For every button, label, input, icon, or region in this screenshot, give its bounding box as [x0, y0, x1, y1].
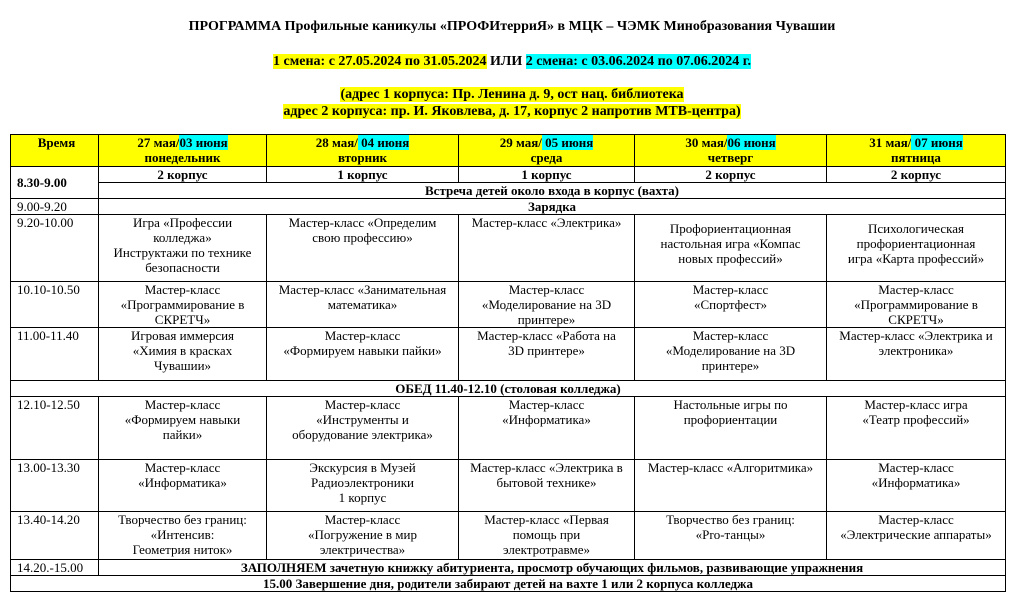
activity-line: Мастер-класс игра	[864, 397, 968, 412]
activity-line: профориентации	[683, 412, 778, 427]
activity-line: Мастер-класс «Электрика в	[470, 460, 623, 475]
activity-line: «Программирование в	[854, 297, 978, 312]
activity-line: свою профессию»	[312, 230, 413, 245]
activity-line: «Электрические аппараты»	[840, 527, 992, 542]
activity-line: 3D принтере»	[508, 343, 585, 358]
activity-line: Игра «Профессии	[132, 215, 233, 230]
activity-line: Инструктажи по технике	[113, 245, 252, 260]
activity-line: безопасности	[145, 260, 220, 275]
activity-line: Мастер-класс	[878, 460, 954, 475]
activity-line: Мастер-класс «Электрика»	[471, 215, 622, 230]
shift-1: 1 смена: с 27.05.2024 по 31.05.2024	[273, 54, 487, 69]
activity-cell	[459, 397, 635, 460]
day-header	[267, 135, 459, 167]
activity-line: Мастер-класс	[508, 397, 585, 412]
activity-line: принтере»	[517, 312, 576, 327]
activity-line: Мастер-класс	[324, 512, 401, 527]
activity-cell	[267, 282, 459, 328]
activity-line: Творчество без границ:	[666, 512, 795, 527]
address-1-text: (адрес 1 корпуса: Пр. Ленина д. 9, ост нац. библиотека	[340, 87, 684, 102]
day-header	[827, 135, 1006, 167]
activity-cell	[267, 460, 459, 512]
activity-cell	[827, 397, 1006, 460]
building-cell: 1 корпус	[267, 167, 459, 183]
activity-line: Мастер-класс	[324, 397, 401, 412]
activity-line: оборудование электрика»	[292, 427, 433, 442]
exercise-cell: Зарядка	[99, 199, 1006, 215]
activity-cell	[459, 512, 635, 560]
activity-cell	[459, 328, 635, 381]
activity-line: «Информатика»	[138, 475, 227, 490]
activity-cell	[827, 215, 1006, 282]
time-cell: 13.40-14.20	[11, 512, 99, 560]
activity-line: Мастер-класс	[144, 397, 221, 412]
activity-line: Мастер-класс	[878, 512, 954, 527]
building-cell: 1 корпус	[459, 167, 635, 183]
activity-cell	[827, 282, 1006, 328]
activity-line: Мастер-класс	[508, 282, 585, 297]
wrapup-cell: ЗАПОЛНЯЕМ зачетную книжку абитуриента, просмотр обучающих фильмов, развивающие упражнения	[99, 560, 1006, 576]
day-date-2: 04 июня	[357, 135, 410, 150]
title-text: ПРОГРАММА Профильные каникулы «ПРОФИтерриЯ» в МЦК – ЧЭМК Минобразования Чувашии	[188, 19, 836, 34]
activity-line: «Театр профессий»	[862, 412, 970, 427]
shift-2: 2 смена: с 03.06.2024 по 07.06.2024 г.	[525, 54, 751, 69]
activity-line: бытовой технике»	[496, 475, 597, 490]
activity-cell	[635, 328, 827, 381]
activity-line: «Инструменты и	[316, 412, 409, 427]
table-row	[11, 215, 1006, 282]
activity-line: колледжа»	[153, 230, 212, 245]
activity-line: Мастер-класс	[324, 328, 401, 343]
day-date-1: 29 мая/	[499, 135, 542, 150]
activity-cell	[99, 460, 267, 512]
exercise-row	[11, 199, 1006, 215]
time-cell: 11.00-11.40	[11, 328, 99, 381]
day-date-1: 30 мая/	[685, 135, 728, 150]
building-cell: 2 корпус	[635, 167, 827, 183]
day-date-1: 28 мая/	[315, 135, 358, 150]
shift-or: ИЛИ	[486, 54, 526, 69]
day-date-1: 31 мая/	[869, 135, 912, 150]
activity-line: Творчество без границ:	[118, 512, 247, 527]
address-2-text: адрес 2 корпуса: пр. И. Яковлева, д. 17, корпус 2 напротив МТВ-центра)	[283, 104, 741, 119]
activity-cell	[635, 397, 827, 460]
activity-line: «Спортфест»	[693, 297, 768, 312]
table-row	[11, 282, 1006, 328]
arrival-row	[11, 167, 1006, 183]
time-cell: 10.10-10.50	[11, 282, 99, 328]
activity-line: «Программирование в	[120, 297, 245, 312]
activity-cell	[99, 282, 267, 328]
time-cell: 13.00-13.30	[11, 460, 99, 512]
activity-line: «Формируем навыки	[124, 412, 241, 427]
day-weekday: пятница	[891, 150, 941, 165]
meeting-row	[11, 183, 1006, 199]
activity-line: Мастер-класс	[878, 282, 954, 297]
day-date-1: 27 мая/	[137, 135, 180, 150]
activity-line: Радиоэлектроники	[310, 475, 414, 490]
activity-cell	[267, 215, 459, 282]
activity-line: Чувашии»	[153, 358, 212, 373]
activity-line: СКРЕТЧ»	[154, 312, 211, 327]
time-header: Время	[11, 135, 99, 167]
activity-cell	[267, 397, 459, 460]
address-1	[0, 86, 1024, 104]
activity-line: 1 корпус	[338, 490, 387, 505]
day-header	[635, 135, 827, 167]
activity-line: Мастер-класс «Электрика и	[839, 328, 993, 343]
activity-line: «Формируем навыки пайки»	[283, 343, 442, 358]
activity-line: «Информатика»	[502, 412, 591, 427]
day-date-2: 06 июня	[727, 135, 776, 150]
page-title	[0, 18, 1024, 36]
table-row	[11, 397, 1006, 460]
schedule-table	[10, 134, 1006, 592]
day-weekday: вторник	[337, 150, 388, 165]
time-cell: 8.30-9.00	[11, 167, 99, 199]
activity-line: Мастер-класс	[144, 282, 221, 297]
activity-cell	[635, 215, 827, 282]
activity-cell	[99, 397, 267, 460]
activity-line: Мастер-класс	[692, 328, 769, 343]
lunch-row	[11, 381, 1006, 397]
activity-cell	[99, 328, 267, 381]
table-header-row	[11, 135, 1006, 167]
day-header	[459, 135, 635, 167]
activity-line: электричества»	[319, 542, 406, 557]
time-cell: 9.00-9.20	[11, 199, 99, 215]
activity-cell	[459, 215, 635, 282]
activity-cell	[827, 512, 1006, 560]
activity-line: Мастер-класс «Первая	[484, 512, 609, 527]
activity-line: настольная игра «Компас	[660, 236, 801, 251]
day-date-2: 07 июня	[911, 135, 963, 150]
shifts-line	[0, 53, 1024, 71]
activity-line: профориентационная	[856, 236, 976, 251]
table-row	[11, 328, 1006, 381]
wrapup-row	[11, 560, 1006, 576]
activity-line: «Информатика»	[871, 475, 961, 490]
activity-line: Мастер-класс «Алгоритмика»	[647, 460, 814, 475]
day-header	[99, 135, 267, 167]
activity-line: Геометрия ниток»	[132, 542, 233, 557]
activity-cell	[635, 282, 827, 328]
activity-line: помощь при	[512, 527, 581, 542]
activity-line: электротравме»	[503, 542, 590, 557]
activity-line: пайки»	[162, 427, 203, 442]
day-date-2: 05 июня	[541, 135, 594, 150]
day-weekday: среда	[530, 150, 563, 165]
day-weekday: четверг	[707, 150, 754, 165]
lunch-cell: ОБЕД 11.40-12.10 (столовая колледжа)	[11, 381, 1006, 397]
address-2	[0, 103, 1024, 121]
activity-line: «Химия в красках	[132, 343, 233, 358]
activity-line: «Моделирование на 3D	[665, 343, 796, 358]
activity-line: «Моделирование на 3D	[481, 297, 612, 312]
activity-line: Экскурсия в Музей	[309, 460, 416, 475]
day-date-2: 03 июня	[179, 135, 228, 150]
building-cell: 2 корпус	[827, 167, 1006, 183]
building-cell: 2 корпус	[99, 167, 267, 183]
activity-cell	[827, 328, 1006, 381]
activity-line: игра «Карта профессий»	[847, 251, 985, 266]
table-row	[11, 512, 1006, 560]
ending-cell: 15.00 Завершение дня, родители забирают детей на вахте 1 или 2 корпуса колледжа	[11, 576, 1006, 592]
activity-line: Мастер-класс «Занимательная	[278, 282, 447, 297]
activity-line: Игровая иммерсия	[130, 328, 235, 343]
activity-cell	[99, 215, 267, 282]
activity-line: новых профессий»	[678, 251, 783, 266]
activity-line: СКРЕТЧ»	[888, 312, 944, 327]
activity-cell	[459, 282, 635, 328]
time-cell: 9.20-10.00	[11, 215, 99, 282]
activity-line: Мастер-класс «Работа на	[477, 328, 616, 343]
activity-line: Мастер-класс «Определим	[288, 215, 437, 230]
activity-cell	[99, 512, 267, 560]
activity-cell	[459, 460, 635, 512]
activity-line: Настольные игры по	[673, 397, 788, 412]
activity-cell	[635, 460, 827, 512]
activity-line: Психологическая	[868, 221, 964, 236]
time-cell: 14.20.-15.00	[11, 560, 99, 576]
time-cell: 12.10-12.50	[11, 397, 99, 460]
activity-line: Мастер-класс	[692, 282, 769, 297]
activity-cell	[267, 512, 459, 560]
activity-line: «Pro-танцы»	[695, 527, 766, 542]
activity-cell	[267, 328, 459, 381]
activity-cell	[635, 512, 827, 560]
activity-line: «Погружение в мир	[308, 527, 417, 542]
table-row	[11, 460, 1006, 512]
activity-line: Профориентационная	[669, 221, 792, 236]
day-weekday: понедельник	[144, 150, 221, 165]
activity-line: «Интенсив:	[150, 527, 215, 542]
activity-line: электроника»	[878, 343, 954, 358]
ending-row	[11, 576, 1006, 592]
activity-line: Мастер-класс	[144, 460, 221, 475]
activity-line: принтере»	[701, 358, 760, 373]
meeting-cell: Встреча детей около входа в корпус (вахта)	[99, 183, 1006, 199]
activity-cell	[827, 460, 1006, 512]
activity-line: математика»	[327, 297, 398, 312]
